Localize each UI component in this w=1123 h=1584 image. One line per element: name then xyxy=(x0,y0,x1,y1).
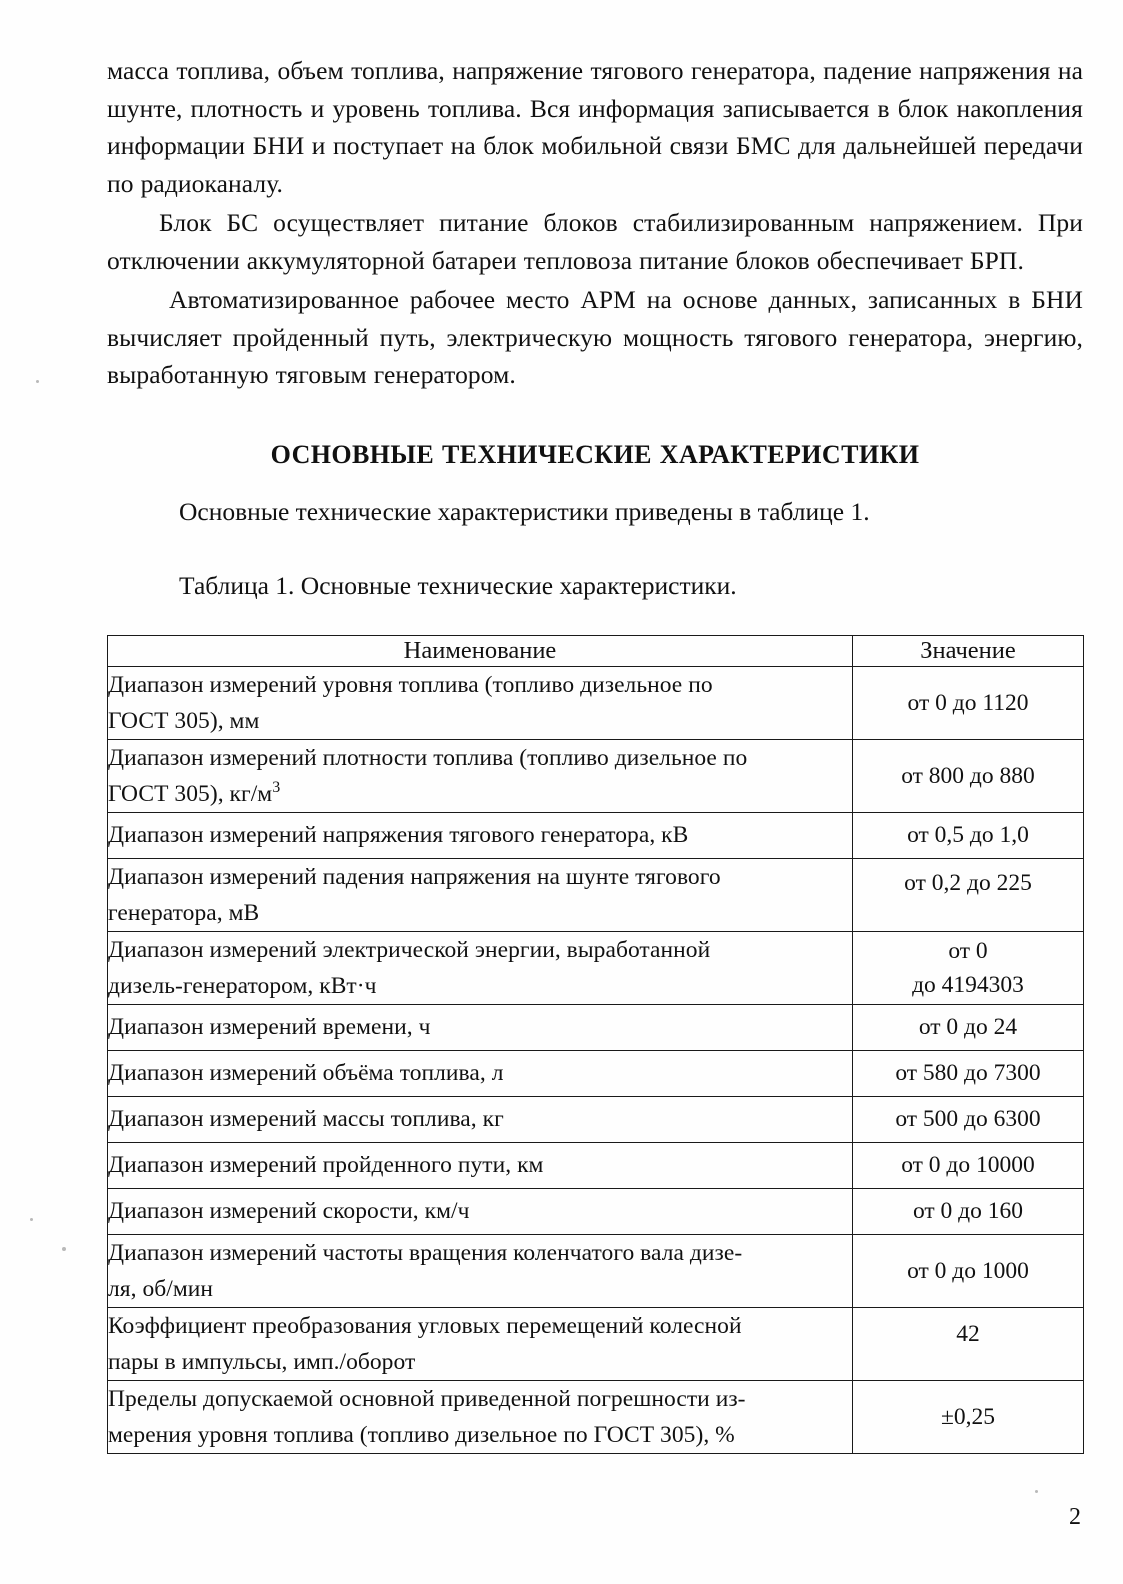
table-row xyxy=(108,1307,1084,1380)
paragraph-1: масса топлива, объем топлива, напряжение тягового генератора, падение напряжения на шунте, плотность и уровень топлива. Вся информация записывается в блок накопления информации БНИ и поступает на блок мобильной связи БМС для дальнейшей передачи по радиоканалу. xyxy=(107,56,1083,198)
parameter-name-line: Диапазон измерений напряжения тягового генератора, кВ xyxy=(108,821,689,848)
parameter-value-cell xyxy=(853,1234,1084,1307)
parameter-name-line xyxy=(108,968,852,1004)
parameter-name-line-text: мерения уровня топлива (топливо дизельное по ГОСТ 305), % xyxy=(108,1421,735,1448)
parameter-name-line: Диапазон измерений электрической энергии, выработанной xyxy=(108,936,711,963)
parameter-name-cell xyxy=(108,666,853,739)
parameter-value-line: от 500 до 6300 xyxy=(895,1106,1041,1132)
parameter-value-cell xyxy=(853,739,1084,812)
parameter-name-line xyxy=(108,1271,852,1307)
parameter-name-line xyxy=(108,895,852,931)
table-row xyxy=(108,858,1084,931)
table-row xyxy=(108,739,1084,812)
parameter-name-line-text: генератора, мВ xyxy=(108,899,260,926)
table-row xyxy=(108,931,1084,1004)
table-row xyxy=(108,1188,1084,1234)
parameter-name-line: Диапазон измерений скорости, км/ч xyxy=(108,1197,470,1224)
section-lead-text: Основные технические характеристики приведены в таблице 1. xyxy=(179,496,870,526)
parameter-value-line: от 0,5 до 1,0 xyxy=(907,822,1029,848)
parameter-name-line: Диапазон измерений плотности топлива (топливо дизельное по xyxy=(108,744,748,771)
parameter-value-line: от 0 до 24 xyxy=(918,1014,1018,1040)
table-row xyxy=(108,1142,1084,1188)
parameter-name-line: Диапазон измерений падения напряжения на шунте тягового xyxy=(108,863,721,890)
parameter-name-line xyxy=(108,776,852,812)
parameter-value-cell xyxy=(853,1050,1084,1096)
spec-table-container xyxy=(107,635,1083,1454)
parameter-name-cell xyxy=(108,1096,853,1142)
parameter-name-cell xyxy=(108,858,853,931)
parameter-value-cell xyxy=(853,1188,1084,1234)
parameter-name-line: Диапазон измерений частоты вращения коленчатого вала дизе- xyxy=(108,1239,743,1266)
parameter-name-cell xyxy=(108,1142,853,1188)
parameter-name-line: Диапазон измерений пройденного пути, км xyxy=(108,1151,544,1178)
parameter-name-line xyxy=(108,703,852,739)
parameter-name-line: Диапазон измерений массы топлива, кг xyxy=(108,1105,504,1132)
parameter-name-line-text: пары в импульсы, имп./оборот xyxy=(108,1348,416,1375)
scan-speck xyxy=(62,1247,66,1251)
parameter-name-line xyxy=(108,1344,852,1380)
specifications-table xyxy=(107,635,1084,1454)
parameter-value-line: от 0 до 1000 xyxy=(907,1257,1029,1284)
column-header-value: Значение xyxy=(853,635,1084,666)
parameter-value-line: от 0 до 10000 xyxy=(901,1152,1035,1178)
paragraph-2: Блок БС осуществляет питание блоков стабилизированным напряжением. При отключении аккумуляторной батареи тепловоза питание блоков обеспечивает БРП. xyxy=(107,208,1083,275)
parameter-name-cell xyxy=(108,1234,853,1307)
parameter-name-line: Пределы допускаемой основной приведенной погрешности из- xyxy=(108,1385,746,1412)
parameter-value-cell xyxy=(853,666,1084,739)
paragraph-3: Автоматизированное рабочее место АРМ на основе данных, записанных в БНИ вычисляет пройденный путь, электрическую мощность тягового генератора, энергию, выработанную тяговым генератором. xyxy=(107,285,1083,389)
table-row xyxy=(108,1096,1084,1142)
parameter-name-line: Диапазон измерений времени, ч xyxy=(108,1013,431,1040)
parameter-name-line xyxy=(108,1417,852,1453)
parameter-name-line: Диапазон измерений уровня топлива (топливо дизельное по xyxy=(108,671,713,698)
parameter-value-cell xyxy=(853,1142,1084,1188)
parameter-value-cell xyxy=(853,1307,1084,1380)
page-content xyxy=(107,52,1083,1454)
parameter-name-line-text: ля, об/мин xyxy=(108,1275,214,1302)
table-row xyxy=(108,1234,1084,1307)
parameter-name-cell xyxy=(108,1307,853,1380)
parameter-value-cell xyxy=(853,931,1084,1004)
parameter-name-cell xyxy=(108,1188,853,1234)
parameter-value-line: от 0 xyxy=(948,937,988,964)
parameter-name-cell xyxy=(108,1004,853,1050)
table-row xyxy=(108,1050,1084,1096)
table-row xyxy=(108,812,1084,858)
parameter-value-line: 42 xyxy=(956,1320,980,1347)
parameter-name-cell xyxy=(108,1380,853,1453)
parameter-name-line-text: ГОСТ 305), мм xyxy=(108,707,260,734)
parameter-value-line: от 0 до 1120 xyxy=(907,689,1029,716)
scan-speck xyxy=(30,1218,33,1221)
scan-speck xyxy=(36,380,39,383)
parameter-name-line-text: ГОСТ 305), кг/м xyxy=(108,780,273,807)
parameter-name-cell xyxy=(108,931,853,1004)
parameter-value-line: ±0,25 xyxy=(940,1403,996,1430)
column-header-name: Наименование xyxy=(108,635,853,666)
parameter-value-cell xyxy=(853,1380,1084,1453)
parameter-value-line: от 800 до 880 xyxy=(901,762,1035,789)
parameter-value-cell xyxy=(853,1096,1084,1142)
parameter-value-cell xyxy=(853,812,1084,858)
parameter-name-line-text: дизель-генератором, кВт·ч xyxy=(108,972,377,999)
parameter-name-line: Коэффициент преобразования угловых перемещений колесной xyxy=(108,1312,742,1339)
parameter-name-line: Диапазон измерений объёма топлива, л xyxy=(108,1059,504,1086)
table-row xyxy=(108,666,1084,739)
parameter-name-cell xyxy=(108,1050,853,1096)
table-row xyxy=(108,1004,1084,1050)
parameter-value-cell xyxy=(853,1004,1084,1050)
parameter-value-line: от 580 до 7300 xyxy=(895,1060,1041,1086)
parameter-value-line: от 0,2 до 225 xyxy=(904,869,1032,896)
parameter-value-cell xyxy=(853,858,1084,931)
superscript-exponent: 3 xyxy=(272,778,281,796)
scan-speck xyxy=(1035,1490,1038,1493)
section-heading: ОСНОВНЫЕ ТЕХНИЧЕСКИЕ ХАРАКТЕРИСТИКИ xyxy=(270,439,920,469)
table-header-row xyxy=(108,635,1084,666)
parameter-value-line: до 4194303 xyxy=(912,971,1024,998)
table-body xyxy=(108,666,1084,1453)
table-caption: Таблица 1. Основные технические характеристики. xyxy=(179,570,737,600)
table-row xyxy=(108,1380,1084,1453)
page-number: 2 xyxy=(1069,1504,1081,1530)
parameter-name-cell xyxy=(108,739,853,812)
parameter-value-line: от 0 до 160 xyxy=(912,1198,1024,1224)
parameter-name-cell xyxy=(108,812,853,858)
